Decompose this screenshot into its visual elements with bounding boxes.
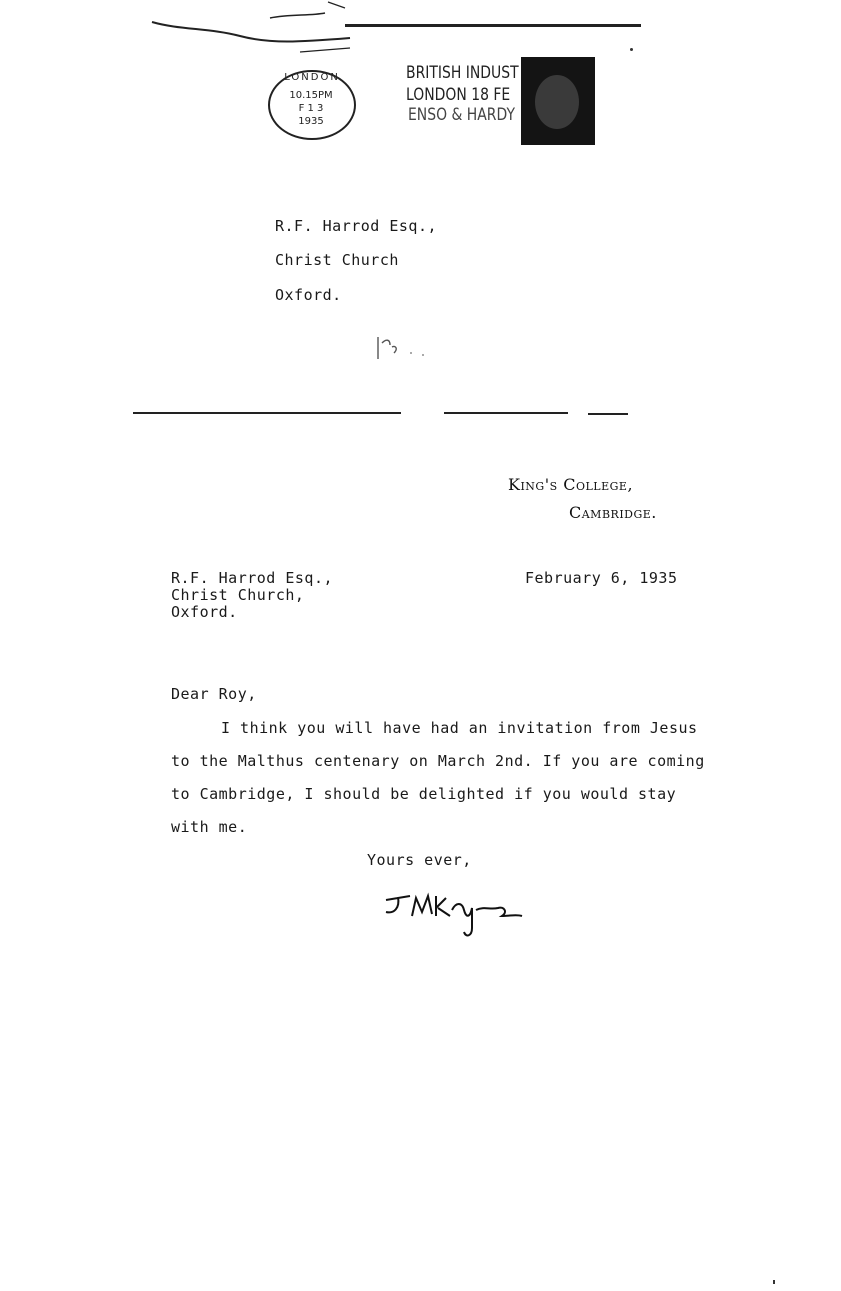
letterhead-town: Cambridge. — [569, 503, 657, 522]
letter-date: February 6, 1935 — [525, 569, 678, 587]
postmark-year: 1935 — [298, 116, 324, 127]
postage-stamp — [521, 57, 595, 145]
body-line-2: to the Malthus centenary on March 2nd. If you are coming — [171, 752, 705, 770]
slogan-line-1: BRITISH INDUST — [406, 63, 519, 83]
envelope-address-line-2: Christ Church — [275, 251, 399, 269]
postmark-city: LONDON — [284, 72, 340, 83]
postmark-date: F 1 3 — [298, 103, 324, 114]
body-line-4: with me. — [171, 818, 248, 836]
handwritten-signature — [380, 888, 530, 943]
body-line-3: to Cambridge, I should be delighted if you would stay — [171, 785, 677, 803]
letterhead-college: King's College, — [508, 475, 634, 494]
envelope-address-line-3: Oxford. — [275, 286, 342, 304]
separator-line — [588, 413, 628, 415]
envelope-address-line-1: R.F. Harrod Esq., — [275, 217, 438, 235]
envelope-top-line — [345, 24, 641, 27]
separator-line — [133, 412, 401, 414]
slogan-line-2: LONDON 18 FE — [406, 85, 511, 105]
recipient-line-3: Oxford. — [171, 603, 238, 621]
speck — [773, 1280, 775, 1284]
pencil-mark — [370, 335, 450, 365]
recipient-line-2: Christ Church, — [171, 586, 305, 604]
king-portrait-icon — [535, 75, 579, 129]
slogan-line-3: ENSO & HARDY — [408, 105, 515, 125]
postmark-time: 10.15PM — [289, 90, 333, 101]
salutation: Dear Roy, — [171, 685, 257, 703]
separator-line — [444, 412, 568, 414]
recipient-line-1: R.F. Harrod Esq., — [171, 569, 334, 587]
speck — [630, 48, 633, 51]
body-line-1: I think you will have had an invitation from Jesus — [221, 719, 698, 737]
torn-edge-scribble — [150, 0, 360, 60]
closing: Yours ever, — [367, 851, 472, 869]
